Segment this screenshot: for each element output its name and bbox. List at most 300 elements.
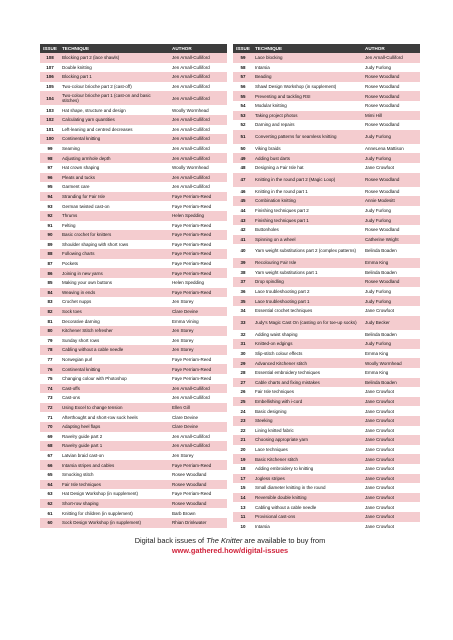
tables [40,44,420,531]
technique-cell: Adding bust darts [253,153,363,163]
issue-cell: 21 [233,435,253,445]
author-cell: Jane Crowfoot [363,454,420,464]
footer-suffix: are available to buy from [242,536,326,546]
author-cell: Woolly Wormhead [363,358,420,368]
technique-cell: Seaming [60,144,170,154]
author-cell: Faye Perriam-Reed [170,249,227,259]
issue-cell: 47 [233,173,253,187]
table-row [40,230,227,240]
technique-cell: Cable charts and fixing mistakes [253,378,363,388]
issue-cell: 100 [40,134,60,144]
technique-cell: Lace troubleshooting part 2 [253,287,363,297]
technique-cell: Taking project photos [253,111,363,121]
author-cell: Rosee Woodland [170,499,227,509]
author-cell: Jen Arnall-Culliford [170,153,227,163]
technique-cell: Decorative darning [60,316,170,326]
technique-cell: Two-colour brioche part 2 (cast-off) [60,82,170,92]
author-cell: Faye Perriam-Reed [170,489,227,499]
author-cell: Jane Crowfoot [363,163,420,173]
table-row [233,483,420,493]
issue-cell: 11 [233,512,253,522]
issue-cell: 101 [40,125,60,135]
author-cell: Jen Storey [170,345,227,355]
table-row [40,374,227,384]
technique-cell: Hat shape, structure and design [60,105,170,115]
issue-cell: 76 [40,364,60,374]
author-cell: Jen Arnall-Culliford [170,432,227,442]
table-row [40,451,227,461]
issue-cell: 24 [233,406,253,416]
issue-cell: 31 [233,339,253,349]
author-cell: Jen Storey [170,336,227,346]
table-row [40,393,227,403]
table-row [40,412,227,422]
technique-cell: Shoulder shaping with short rows [60,240,170,250]
table-row [40,384,227,394]
table-row [40,144,227,154]
technique-cell: Beading [253,72,363,82]
technique-cell: Ravelry guide part 1 [60,441,170,451]
technique-cell: Intarsia [253,63,363,73]
author-cell: Jane Crowfoot [363,502,420,512]
table-row [40,499,227,509]
table-row [233,63,420,73]
issue-cell: 61 [40,508,60,518]
table-row [40,134,227,144]
author-cell: Faye Perriam-Reed [170,230,227,240]
technique-cell: Basic crochet for knitters [60,230,170,240]
issue-cell: 77 [40,355,60,365]
technique-cell: Lace troubleshooting part 1 [253,296,363,306]
technique-cell: Recolouring Fair Isle [253,258,363,268]
table-row [40,182,227,192]
issue-cell: 87 [40,259,60,269]
technique-cell: Drop spindling [253,277,363,287]
table-row [40,470,227,480]
author-cell: Jen Arnall-Culliford [170,441,227,451]
issue-cell: 43 [233,215,253,225]
issue-cell: 63 [40,489,60,499]
table-row [233,111,420,121]
author-cell: Faye Perriam-Reed [170,201,227,211]
issue-cell: 89 [40,240,60,250]
technique-cell: Felting [60,221,170,231]
table-row [233,358,420,368]
issue-cell: 45 [233,196,253,206]
issue-cell: 18 [233,464,253,474]
issue-cell: 25 [233,397,253,407]
technique-cell: Knitting for children (in supplement) [60,508,170,518]
technique-cell: Following charts [60,249,170,259]
table-row [233,435,420,445]
issue-cell: 55 [233,91,253,101]
issue-cell: 92 [40,211,60,221]
issue-cell: 81 [40,316,60,326]
issue-cell: 22 [233,426,253,436]
technique-cell: Lining knitted fabric [253,426,363,436]
author-cell: Judy Becker [363,316,420,330]
table-row [233,296,420,306]
issue-cell: 69 [40,432,60,442]
issue-cell: 58 [233,63,253,73]
issue-cell: 44 [233,206,253,216]
table-row [233,225,420,235]
author-cell: Belinda Boaden [363,378,420,388]
table-header [40,44,227,53]
author-cell: Jane Crowfoot [363,512,420,522]
technique-cell: Adapting heel flaps [60,422,170,432]
table-row [233,72,420,82]
technique-cell: Designing a Fair Isle hat [253,163,363,173]
technique-cell: Sunday short rows [60,336,170,346]
author-cell: Jen Arnall-Culliford [170,72,227,82]
issue-cell: 50 [233,144,253,154]
right-column [233,44,420,531]
table-row [40,403,227,413]
table-row [233,349,420,359]
author-cell: Ellen Gill [170,403,227,413]
issue-cell: 51 [233,130,253,144]
author-cell: Jen Arnall-Culliford [170,173,227,183]
author-cell: Helen Spedding [170,211,227,221]
technique-cell: Yarn weight substitutions part 2 (complex patterns) [253,244,363,258]
table-row [40,508,227,518]
table-row [40,211,227,221]
author-cell: Jen Arnall-Culliford [170,91,227,105]
issue-cell: 86 [40,268,60,278]
footer-line-1 [40,536,420,546]
table-row [233,306,420,316]
table-row [233,339,420,349]
author-cell: Catherine Wright [363,235,420,245]
right-table [233,44,420,531]
table-row [233,268,420,278]
issue-cell: 78 [40,345,60,355]
table-row [40,125,227,135]
table-row [233,287,420,297]
author-cell: Belinda Boaden [363,268,420,278]
issue-cell: 67 [40,451,60,461]
table-row [233,187,420,197]
author-cell: Jane Crowfoot [363,306,420,316]
issue-cell: 74 [40,384,60,394]
table-row [233,120,420,130]
technique-cell: Stranding for Fair Isle [60,192,170,202]
author-cell: Faye Perriam-Reed [170,374,227,384]
table-row [40,201,227,211]
table-row [40,240,227,250]
technique-cell: Combination knitting [253,196,363,206]
table-header [233,44,420,53]
issue-cell: 36 [233,287,253,297]
author-cell: Rosee Woodland [363,91,420,101]
author-cell: Jane Crowfoot [363,416,420,426]
issue-cell: 65 [40,470,60,480]
header-technique: TECHNIQUE [60,44,170,53]
technique-cell: Knitting in the round part 2 (Magic Loop) [253,173,363,187]
table-row [40,105,227,115]
author-cell: Judy Furlong [363,206,420,216]
issue-cell: 39 [233,258,253,268]
table-row [233,244,420,258]
issue-cell: 72 [40,403,60,413]
issue-cell: 56 [233,82,253,92]
issue-cell: 59 [233,53,253,63]
author-cell: Jen Arnall-Culliford [170,134,227,144]
author-cell: Faye Perriam-Reed [170,268,227,278]
author-cell: Jen Arnall-Culliford [170,393,227,403]
technique-cell: Intarsia stripes and cables [60,460,170,470]
technique-cell: Reversible double knitting [253,493,363,503]
table-row [40,268,227,278]
issue-cell: 98 [40,153,60,163]
issue-cell: 96 [40,173,60,183]
technique-cell: Lace blocking [253,53,363,63]
left-column [40,44,227,531]
technique-cell: Crochet nupps [60,297,170,307]
technique-cell: Knitted-on edgings [253,339,363,349]
technique-cell: Finishing techniques part 2 [253,206,363,216]
technique-cell: Basic Kitchener stitch [253,454,363,464]
technique-cell: Fair Isle techniques [253,387,363,397]
table-row [233,82,420,92]
technique-cell: Viking braids [253,144,363,154]
issue-cell: 103 [40,105,60,115]
author-cell: Rosee Woodland [363,173,420,187]
author-cell: Jen Arnall-Culliford [170,384,227,394]
issue-cell: 54 [233,101,253,111]
author-cell: Jane Crowfoot [363,445,420,455]
footer-prefix: Digital back issues of [134,536,207,546]
author-cell: Rosee Woodland [363,120,420,130]
issue-cell: 29 [233,358,253,368]
issue-cell: 102 [40,115,60,125]
author-cell: Emma King [363,368,420,378]
technique-cell: Pleats and tucks [60,173,170,183]
issue-cell: 70 [40,422,60,432]
technique-cell: Hat Design Workshop (in supplement) [60,489,170,499]
technique-cell: Using Excel to change tension [60,403,170,413]
table-row [233,406,420,416]
header-author: AUTHOR [363,44,420,53]
technique-cell: Blocking part 1 [60,72,170,82]
table-row [40,345,227,355]
author-cell: Jane Crowfoot [363,464,420,474]
table-row [40,364,227,374]
issue-cell: 23 [233,416,253,426]
table-row [233,163,420,173]
technique-cell: Knitting in the round part 1 [253,187,363,197]
author-cell: Jane Crowfoot [363,493,420,503]
technique-cell: Adding embroidery to knitting [253,464,363,474]
technique-cell: Steeking [253,416,363,426]
table-row [233,378,420,388]
table-row [40,53,227,63]
technique-cell: Two-colour brioche part 1 (cast-on and basic stitches) [60,91,170,105]
issue-cell: 84 [40,288,60,298]
technique-cell: Norwegian purl [60,355,170,365]
table-row [40,91,227,105]
author-cell: Faye Perriam-Reed [170,259,227,269]
issue-cell: 30 [233,349,253,359]
table-row [233,206,420,216]
author-cell: Judy Furlong [363,296,420,306]
author-cell: Emma King [363,258,420,268]
table-row [40,221,227,231]
technique-cell: Latvian braid cast-on [60,451,170,461]
issue-cell: 38 [233,268,253,278]
technique-cell: Provisional cast-ons [253,512,363,522]
author-cell: Rosee Woodland [363,187,420,197]
technique-cell: Sock Design Workshop (in supplement) [60,518,170,528]
technique-cell: Embellishing with i-cord [253,397,363,407]
author-cell: Jane Crowfoot [363,435,420,445]
technique-cell: Changing colour with Photoshop [60,374,170,384]
technique-cell: Lace techniques [253,445,363,455]
author-cell: Woolly Wormhead [170,105,227,115]
author-cell: Judy Furlong [363,130,420,144]
issue-cell: 73 [40,393,60,403]
table-row [233,53,420,63]
author-cell: Rosee Woodland [170,470,227,480]
author-cell: Jane Crowfoot [363,387,420,397]
issue-cell: 34 [233,306,253,316]
author-cell: Clare Devine [170,307,227,317]
technique-cell: Garment care [60,182,170,192]
table-row [40,63,227,73]
table-row [233,258,420,268]
author-cell: Rosee Woodland [363,82,420,92]
author-cell: Jane Crowfoot [363,397,420,407]
author-cell: Rosee Woodland [170,480,227,490]
issue-cell: 13 [233,502,253,512]
author-cell: AnneLena Mattison [363,144,420,154]
technique-cell: Spinning on a wheel [253,235,363,245]
table-row [233,426,420,436]
table-row [40,355,227,365]
technique-cell: Joining in new yarns [60,268,170,278]
issue-cell: 41 [233,235,253,245]
technique-cell: Thrums [60,211,170,221]
author-cell: Jen Storey [170,297,227,307]
technique-cell: Sock toes [60,307,170,317]
table-row [40,316,227,326]
left-table [40,44,227,528]
technique-cell: Blocking part 2 (lace shawls) [60,53,170,63]
technique-cell: German twisted cast-on [60,201,170,211]
table-row [40,288,227,298]
table-row [233,277,420,287]
issue-cell: 40 [233,244,253,258]
author-cell: Jen Storey [170,326,227,336]
issue-cell: 48 [233,163,253,173]
author-cell: Faye Perriam-Reed [170,221,227,231]
technique-cell: Short-row shaping [60,499,170,509]
technique-cell: Pockets [60,259,170,269]
table-row [40,489,227,499]
issue-cell: 91 [40,221,60,231]
issue-cell: 52 [233,120,253,130]
technique-cell: Shawl Design Workshop (in supplement) [253,82,363,92]
issue-cell: 32 [233,330,253,340]
technique-cell: Left-leaning and centred decreases [60,125,170,135]
author-cell: Jen Arnall-Culliford [170,115,227,125]
table-row [233,144,420,154]
table-row [233,196,420,206]
table-row [40,422,227,432]
technique-cell: Making your own buttons [60,278,170,288]
issue-cell: 62 [40,499,60,509]
table-row [233,101,420,111]
technique-cell: Adjusting armhole depth [60,153,170,163]
technique-cell: Yarn weight substitutions part 1 [253,268,363,278]
technique-cell: Double knitting [60,63,170,73]
digital-issues-link[interactable]: www.gathered.how/digital-issues [171,546,289,556]
technique-cell: Slip-stitch colour effects [253,349,363,359]
author-cell: Belinda Boaden [363,330,420,340]
technique-cell: Calculating yarn quantities [60,115,170,125]
technique-cell: Buttonholes [253,225,363,235]
author-cell: Woolly Wormhead [170,163,227,173]
table-row [233,215,420,225]
issue-cell: 46 [233,187,253,197]
technique-cell: Cabling without a cable needle [253,502,363,512]
technique-cell: Adding waist shaping [253,330,363,340]
technique-cell: Continental knitting [60,134,170,144]
magazine-title: The Knitter [206,536,243,546]
table-row [40,249,227,259]
table-row [233,445,420,455]
issue-cell: 14 [233,493,253,503]
issue-cell: 99 [40,144,60,154]
author-cell: Jen Arnall-Culliford [170,82,227,92]
issue-cell: 85 [40,278,60,288]
table-row [233,522,420,532]
technique-cell: Continental knitting [60,364,170,374]
back-issues-page [40,44,420,556]
technique-cell: Preventing and tackling RSI [253,91,363,101]
issue-cell: 95 [40,182,60,192]
author-cell: Judy Furlong [363,153,420,163]
table-row [40,163,227,173]
issue-cell: 107 [40,63,60,73]
technique-cell: Choosing appropriate yarn [253,435,363,445]
technique-cell: Small diameter knitting in the round [253,483,363,493]
table-row [233,130,420,144]
table-row [233,173,420,187]
author-cell: Jane Crowfoot [363,522,420,532]
table-row [40,480,227,490]
table-row [233,330,420,340]
technique-cell: Advanced Kitchener stitch [253,358,363,368]
technique-cell: Weaving in ends [60,288,170,298]
issue-cell: 42 [233,225,253,235]
technique-cell: Converting patterns for seamless knitting [253,130,363,144]
technique-cell: Basic designing [253,406,363,416]
header-issue: ISSUE [40,44,60,53]
author-cell: Jen Arnall-Culliford [170,63,227,73]
author-cell: Helen Spedding [170,278,227,288]
table-row [40,278,227,288]
author-cell: Emma Vining [170,316,227,326]
table-row [233,153,420,163]
header-author: AUTHOR [170,44,227,53]
table-row [233,387,420,397]
author-cell: Barb Brown [170,508,227,518]
issue-cell: 68 [40,441,60,451]
technique-cell: Kitchener Stitch refresher [60,326,170,336]
table-row [233,397,420,407]
